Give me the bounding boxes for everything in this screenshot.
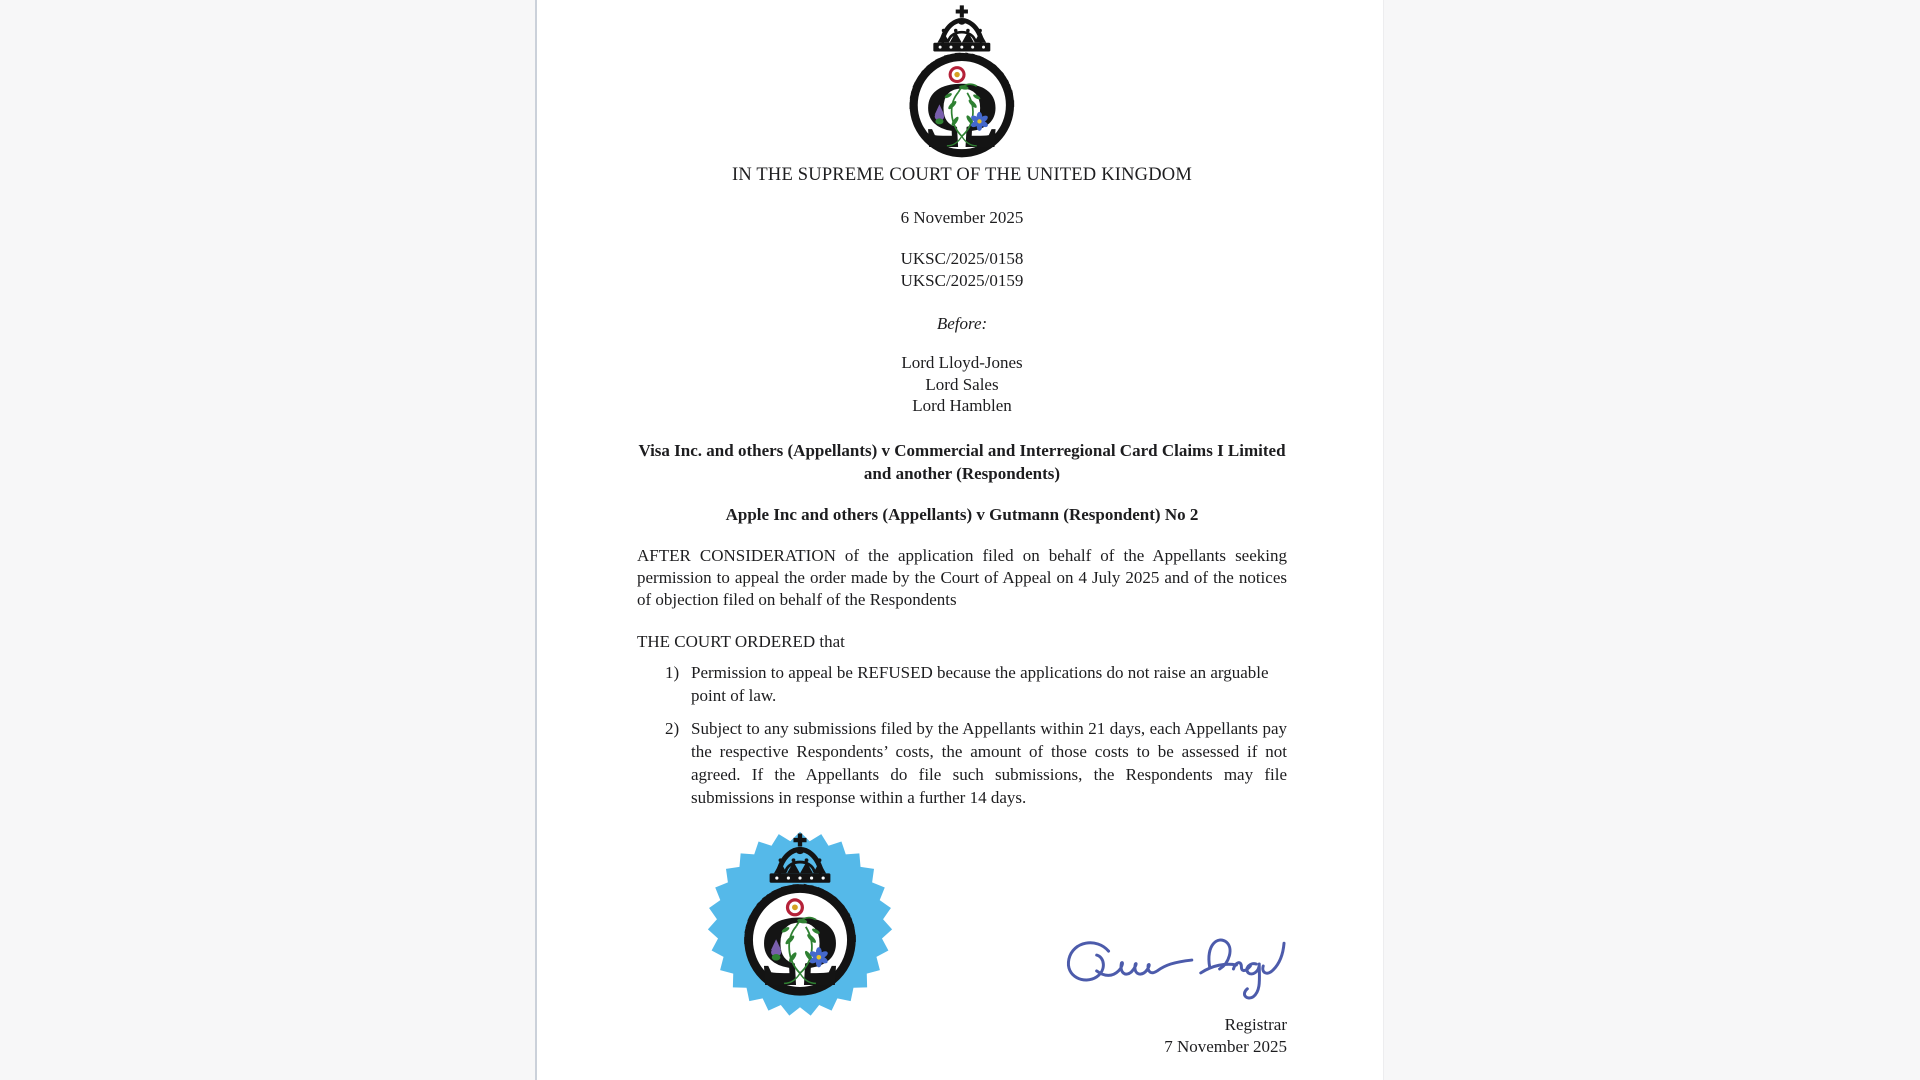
case-numbers	[637, 248, 1287, 292]
order-number: 2)	[665, 718, 680, 738]
signature-role: Registrar	[1224, 1014, 1287, 1034]
before-label: Before:	[936, 314, 988, 333]
consideration-paragraph: AFTER CONSIDERATION of the application filed on behalf of the Appellants seeking permission to appeal the order made by the Court of Appeal on 4 July 2025 and of the notices of objection filed on behalf of the Respondents	[637, 545, 1287, 609]
order-text: Permission to appeal be REFUSED because the applications do not raise an arguable point of law.	[691, 662, 1269, 705]
judge-name: Lord Sales	[925, 374, 999, 394]
order-text: Subject to any submissions filed by the Appellants within 21 days, each Appellants pay the respective Respondents’ costs, the amount of those costs to be assessed if not agreed. If the Appellants do file such submissions, the Respondents may file submissions in response within a further 14 days.	[691, 718, 1287, 807]
judge-name: Lord Hamblen	[912, 396, 1012, 415]
document-footer	[637, 829, 1287, 1080]
order-number: 1)	[665, 662, 680, 682]
document-page	[535, 0, 1384, 1080]
supreme-court-crest	[637, 0, 1287, 158]
ordered-lead: THE COURT ORDERED that	[637, 631, 845, 651]
case-title: Apple Inc and others (Appellants) v Gutmann (Respondent) No 2	[725, 504, 1199, 524]
case-title: Visa Inc. and others (Appellants) v Commercial and Interregional Card Claims I Limited and another (Respondents)	[638, 440, 1286, 483]
judge-name: Lord Lloyd-Jones	[901, 353, 1023, 372]
signature-block	[987, 925, 1287, 1058]
court-seal	[705, 829, 895, 1019]
hearing-date: 6 November 2025	[900, 208, 1024, 227]
crest-image	[894, 2, 1030, 158]
signature-date: 7 November 2025	[1164, 1036, 1287, 1056]
order-item	[637, 717, 1287, 809]
court-title: IN THE SUPREME COURT OF THE UNITED KINGDOM	[731, 165, 1193, 185]
case-number: UKSC/2025/0158	[900, 249, 1024, 268]
registrar-signature	[1059, 925, 1287, 1005]
order-item	[637, 661, 1287, 707]
case-number: UKSC/2025/0159	[900, 271, 1024, 290]
judges-list	[637, 352, 1287, 417]
